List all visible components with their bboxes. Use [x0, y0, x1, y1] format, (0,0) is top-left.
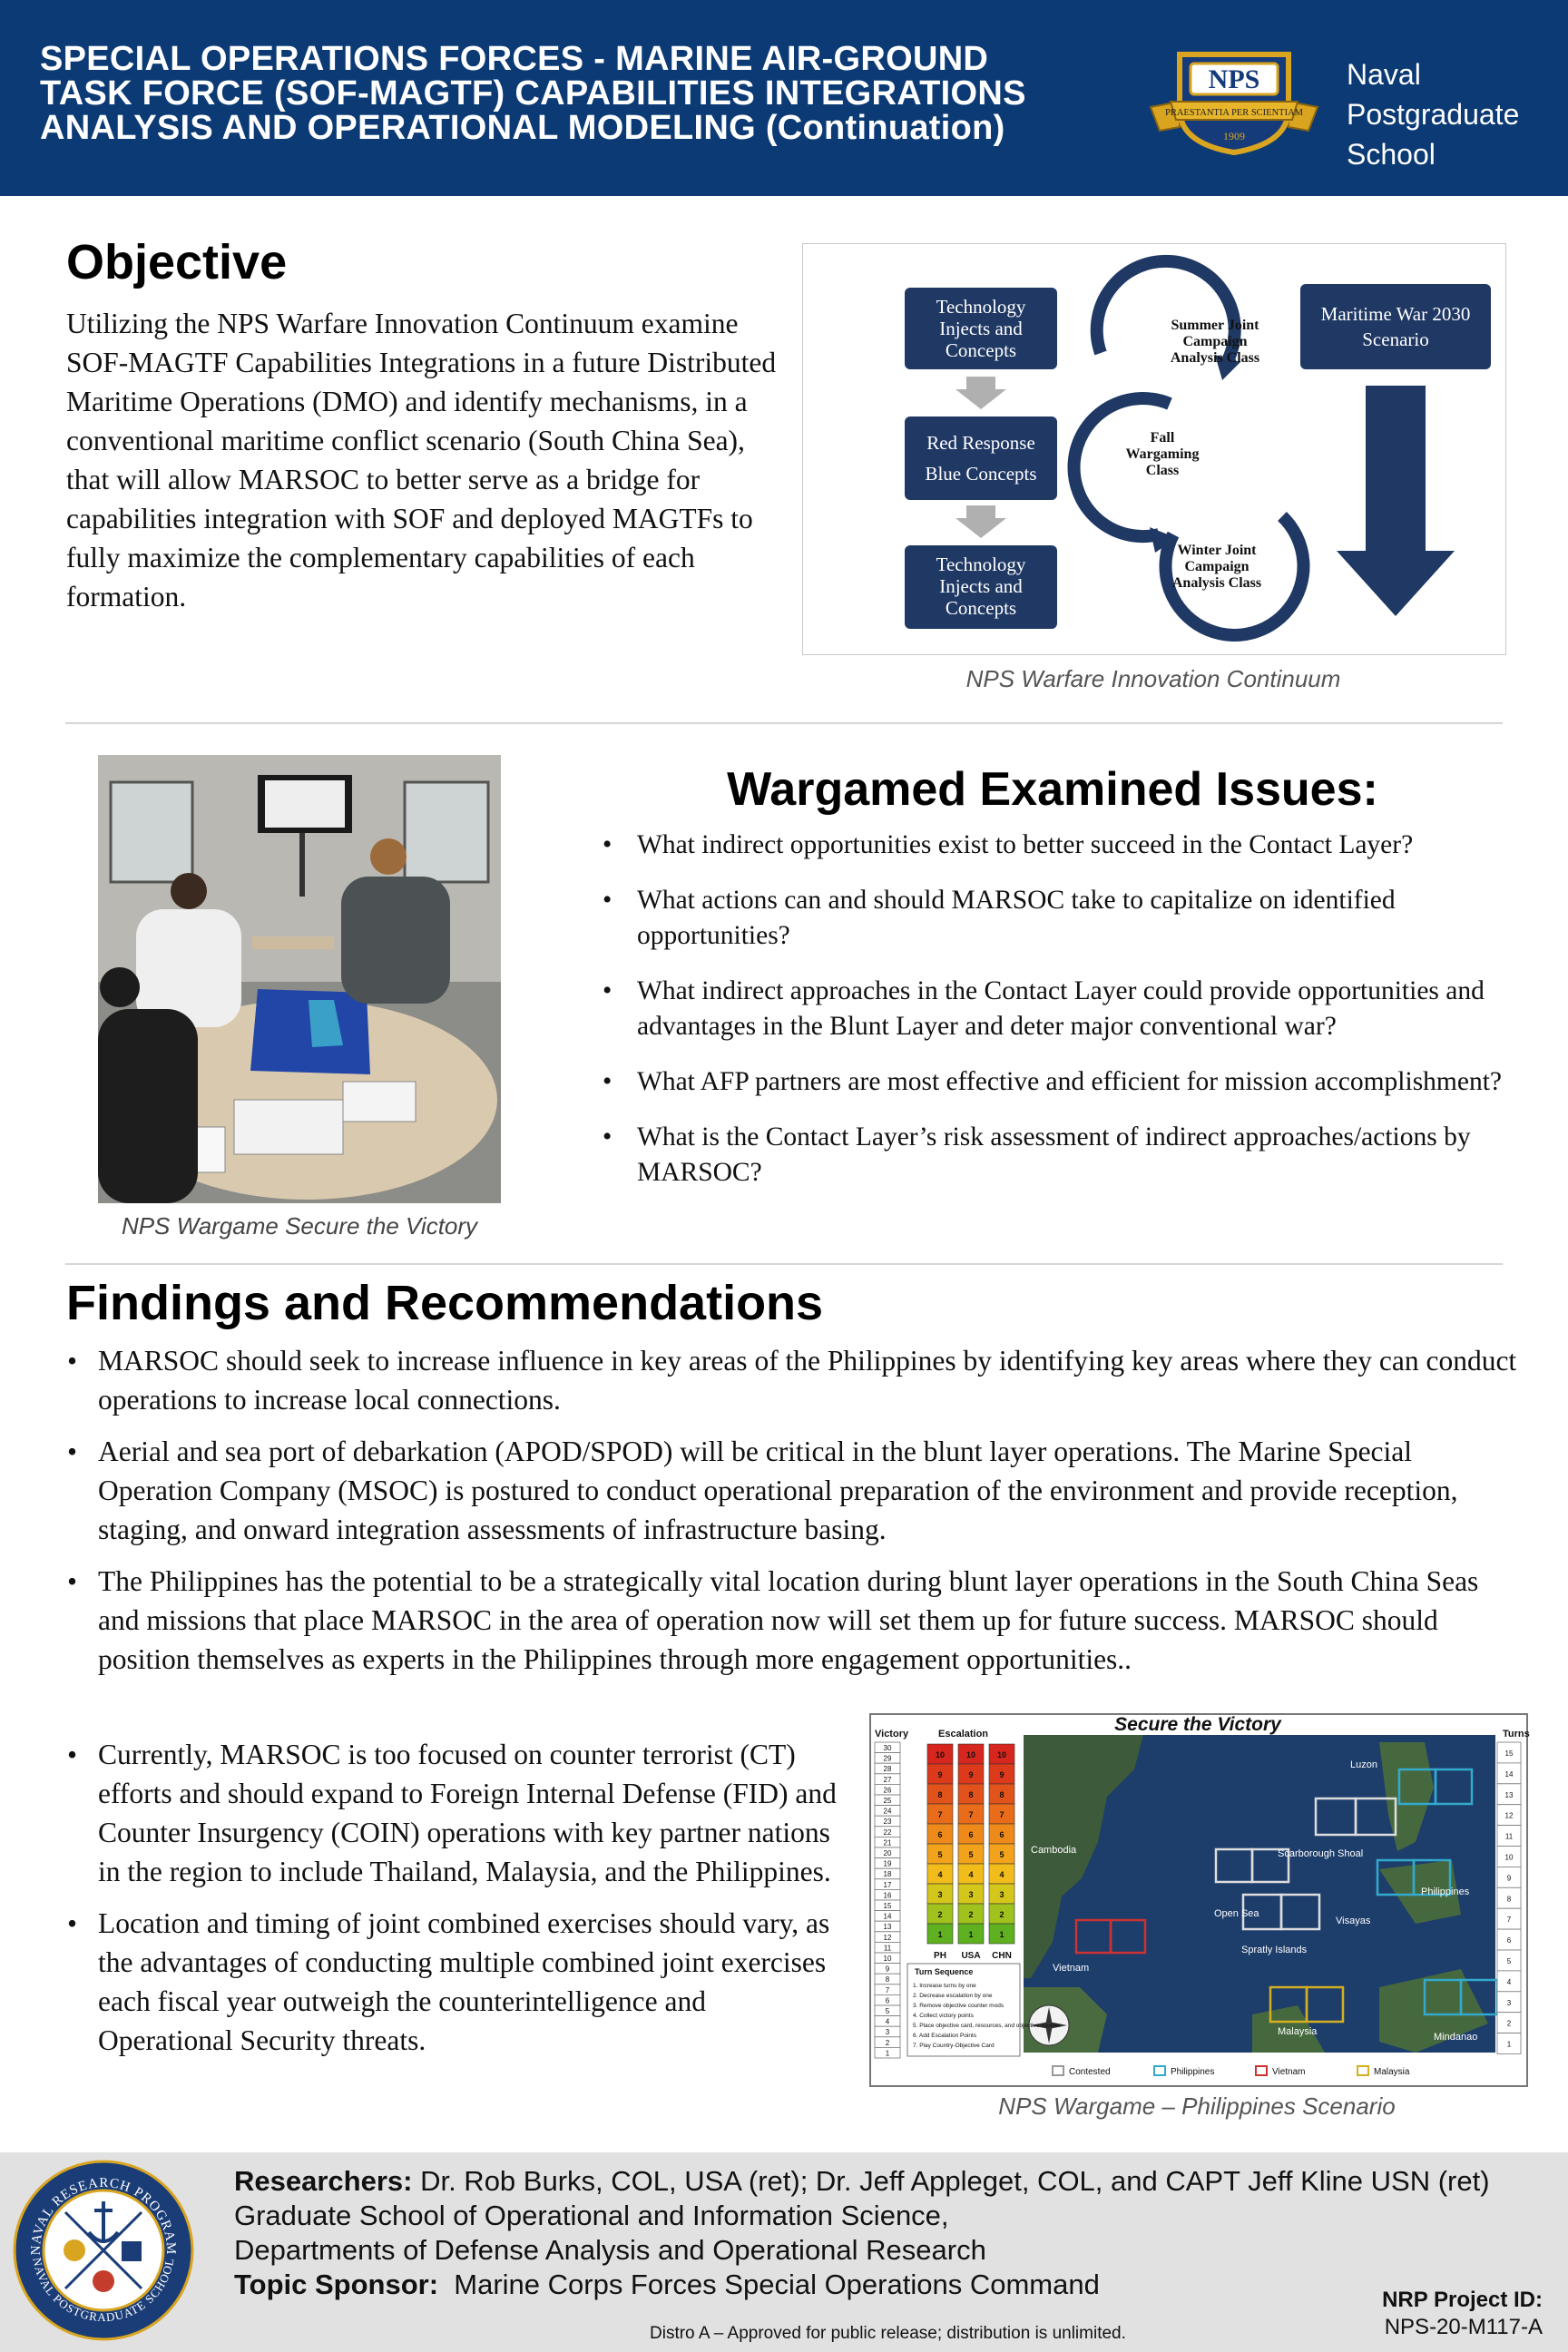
- escalation-number: 2: [968, 1910, 974, 1919]
- turn-sequence-step: 1. Increase turns by one: [913, 1983, 976, 1989]
- victory-number: 12: [883, 1933, 892, 1942]
- escalation-number: 10: [996, 1750, 1007, 1759]
- turn-number: 2: [1506, 2019, 1512, 2028]
- escalation-number: 1: [999, 1930, 1004, 1939]
- turn-number: 14: [1504, 1769, 1514, 1779]
- big-arrow-down: [1337, 386, 1455, 616]
- researchers-block: [234, 2164, 1523, 2302]
- svg-text:TechnologyInjects andConcepts: Technology Injects and Concepts: [936, 296, 1026, 361]
- victory-number: 5: [885, 2007, 890, 2015]
- researchers-label: Researchers:: [234, 2165, 413, 2197]
- naval-research-program-seal: [13, 2160, 194, 2341]
- school-name: [1347, 54, 1519, 174]
- turn-sequence-step: 4. Collect victory points: [913, 2013, 974, 2019]
- victory-number: 9: [885, 1965, 890, 1974]
- escalation-number: 2: [937, 1910, 943, 1919]
- list-item: • What indirect approaches in the Contact Layer could provide opportunities and advantages in the Blunt Layer and deter major conventional war?: [599, 974, 1517, 1044]
- box-maritime-war: [1300, 284, 1491, 369]
- list-item: • What actions can and should MARSOC take to capitalize on identified opportunities?: [599, 883, 1517, 954]
- legend-swatch: [1053, 2066, 1063, 2075]
- escalation-number: 10: [965, 1750, 976, 1759]
- turn-sequence-step: 3. Remove objective counter mods: [913, 2003, 1004, 2009]
- escalation-column-label: USA: [961, 1951, 981, 1961]
- turn-number: 8: [1506, 1895, 1512, 1904]
- svg-text:TechnologyInjects andConcepts: Technology Injects and Concepts: [936, 554, 1026, 619]
- escalation-label: Escalation: [938, 1729, 989, 1740]
- objective-text: Utilizing the NPS Warfare Innovation Continuum examine SOF-MAGTF Capabilities Integrations in a future Distributed Maritime Operations (DMO) and identify mechanisms, in a conventional maritime conflict scenario (South China Sea), that will allow MARSOC to better serve as a bridge for capabilities integration with SOF and deployed MAGTFs to fully maximize the complementary capabilities of each formation.: [66, 308, 777, 612]
- photo-caption: NPS Wargame Secure the Victory: [121, 1212, 478, 1240]
- list-item: • What is the Contact Layer’s risk assessment of indirect approaches/actions by MARSOC?: [599, 1120, 1517, 1191]
- logo-nps-text: NPS: [1208, 64, 1260, 94]
- legend-label: Vietnam: [1272, 2067, 1306, 2077]
- board-caption: NPS Wargame – Philippines Scenario: [998, 2092, 1396, 2120]
- list-item: • Location and timing of joint combined exercises should vary, as the advantages of conducting multiple combined joint exercises each fiscal year outweigh the counterintelligence and Operational Security threats.: [65, 1904, 846, 2060]
- turn-sequence-step: 2. Decrease escalation by one: [913, 1993, 993, 1999]
- turn-number: 4: [1506, 1977, 1512, 1986]
- victory-label: Victory: [875, 1729, 909, 1740]
- map-place-label: Scarborough Shoal: [1278, 1848, 1364, 1859]
- escalation-column-label: CHN: [992, 1951, 1012, 1961]
- escalation-number: 10: [935, 1750, 946, 1759]
- svg-text:Summer JointCampaignAnalysis C: Summer Joint Campaign Analysis Class: [1170, 318, 1260, 366]
- victory-number: 29: [883, 1754, 892, 1763]
- list-item: • The Philippines has the potential to be a strategically vital location during blunt layer operations in the South China Seas and missions that place MARSOC in the area of operation now will set them up for future success. MARSOC should position themselves as experts in the Philippines through more engagement opportunities..: [65, 1562, 1517, 1679]
- school-line-2: Postgraduate: [1347, 98, 1520, 131]
- map-place-label: Mindanao: [1434, 2032, 1478, 2043]
- department-line-2: Departments of Defense Analysis and Operational Research: [234, 2234, 986, 2266]
- victory-number: 2: [885, 2038, 890, 2047]
- victory-number: 30: [883, 1744, 892, 1752]
- victory-number: 18: [883, 1870, 892, 1879]
- escalation-number: 4: [999, 1870, 1004, 1879]
- turn-sequence-step: 7. Play Country-Objective Card: [913, 2043, 995, 2049]
- victory-number: 8: [885, 1975, 890, 1984]
- victory-number: 6: [885, 1996, 890, 2005]
- turn-number: 7: [1506, 1916, 1512, 1925]
- turn-number: 1: [1506, 2040, 1512, 2049]
- arrow-down-1: [956, 377, 1006, 409]
- wargamed-list: [599, 828, 1517, 1210]
- svg-text:Maritime War 2030Scenario: Maritime War 2030 Scenario: [1320, 303, 1471, 350]
- map-place-label: Open Sea: [1214, 1908, 1259, 1919]
- escalation-number: 8: [937, 1790, 943, 1799]
- victory-number: 16: [883, 1891, 892, 1900]
- list-item: • Aerial and sea port of debarkation (APOD/SPOD) will be critical in the blunt layer operations. The Marine Special Operation Company (MSOC) is postured to conduct operational preparation of the environment and provide reception, staging, and onward integration assessments of infrastructure basing.: [65, 1432, 1517, 1549]
- nrp-label: NRP Project ID:: [1382, 2288, 1543, 2312]
- escalation-number: 1: [968, 1930, 974, 1939]
- victory-number: 1: [885, 2049, 890, 2058]
- escalation-number: 7: [968, 1810, 974, 1819]
- findings-list-full: [65, 1341, 1517, 1691]
- section-divider: [65, 1263, 1503, 1265]
- turn-sequence-title: Turn Sequence: [915, 1967, 974, 1976]
- escalation-number: 9: [937, 1770, 943, 1779]
- map-place-label: Malaysia: [1278, 2026, 1318, 2037]
- researchers-line: [234, 2164, 1523, 2199]
- escalation-number: 6: [968, 1830, 974, 1839]
- escalation-number: 9: [999, 1770, 1004, 1779]
- legend-swatch: [1154, 2066, 1165, 2075]
- victory-number: 4: [885, 2017, 890, 2026]
- box-red-blue: [905, 416, 1057, 500]
- turn-number: 10: [1504, 1853, 1514, 1862]
- poster-title: [40, 42, 1111, 145]
- map-place-label: Philippines: [1421, 1886, 1470, 1897]
- victory-number: 17: [883, 1880, 892, 1889]
- svg-text:Winter JointCampaignAnalysis C: Winter Joint Campaign Analysis Class: [1171, 543, 1262, 591]
- eagle-globe-icon: [93, 2270, 114, 2292]
- department-line-1: Graduate School of Operational and Information Science,: [234, 2200, 949, 2231]
- victory-number: 10: [883, 1955, 892, 1963]
- map-place-label: Cambodia: [1031, 1845, 1077, 1856]
- nrp-id: NPS-20-M117-A: [1384, 2315, 1543, 2339]
- escalation-number: 5: [968, 1850, 974, 1859]
- escalation-column-label: PH: [934, 1951, 946, 1961]
- map-place-label: Vietnam: [1053, 1963, 1090, 1974]
- turn-number: 3: [1506, 1998, 1512, 2007]
- title-line-3: ANALYSIS AND OPERATIONAL MODELING (Continuation): [40, 109, 1005, 147]
- nps-shield-logo: [1143, 36, 1325, 154]
- victory-number: 26: [883, 1786, 892, 1795]
- map-place-label: Luzon: [1350, 1759, 1377, 1770]
- nrp-project-id: [1350, 2287, 1543, 2341]
- victory-number: 14: [883, 1912, 892, 1921]
- escalation-number: 4: [937, 1870, 943, 1879]
- sponsor-line: [234, 2268, 1523, 2302]
- svg-text:Red ResponseBlue Concepts: Red Response Blue Concepts: [925, 432, 1037, 485]
- escalation-number: 1: [937, 1930, 943, 1939]
- victory-number: 20: [883, 1849, 892, 1857]
- list-item: • What indirect opportunities exist to better succeed in the Contact Layer?: [599, 828, 1517, 863]
- escalation-number: 3: [999, 1890, 1004, 1899]
- escalation-number: 2: [999, 1910, 1004, 1919]
- map-place-label: Spratly Islands: [1241, 1945, 1308, 1955]
- turns-label: Turns: [1503, 1729, 1530, 1740]
- objective-heading: Objective: [66, 235, 288, 289]
- researchers-names: Dr. Rob Burks, COL, USA (ret); Dr. Jeff Appleget, COL, and CAPT Jeff Kline USN (ret): [412, 2165, 1490, 2197]
- logo-motto: PRAESTANTIA PER SCIENTIAM: [1164, 108, 1304, 118]
- list-item: • Currently, MARSOC is too focused on counter terrorist (CT) efforts and should expand to Foreign Internal Defense (FID) and Counter Insurgency (COIN) operations with key partner nations in the region to include Thailand, Malaysia, and the Philippines.: [65, 1735, 846, 1891]
- turn-number: 9: [1506, 1874, 1512, 1883]
- victory-number: 15: [883, 1902, 892, 1910]
- compass-rose-icon: [64, 2239, 85, 2261]
- legend-label: Philippines: [1171, 2067, 1215, 2077]
- game-board: [869, 1713, 1528, 2087]
- victory-number: 19: [883, 1859, 892, 1868]
- school-line-1: Naval: [1347, 58, 1421, 91]
- escalation-number: 5: [999, 1850, 1004, 1859]
- legend-label: Contested: [1069, 2067, 1111, 2077]
- turn-number: 15: [1504, 1749, 1514, 1758]
- escalation-number: 3: [968, 1890, 974, 1899]
- seal-text-bottom: NAVAL POSTGRADUATE SCHOOL: [30, 2256, 177, 2325]
- school-line-3: School: [1347, 138, 1436, 171]
- escalation-number: 5: [937, 1850, 943, 1859]
- victory-number: 28: [883, 1765, 892, 1774]
- escalation-number: 9: [968, 1770, 974, 1779]
- escalation-number: 3: [937, 1890, 943, 1899]
- victory-number: 25: [883, 1797, 892, 1805]
- escalation-number: 7: [999, 1810, 1004, 1819]
- distribution-statement: Distro A – Approved for public release; distribution is unlimited.: [650, 2324, 1126, 2343]
- victory-number: 13: [883, 1923, 892, 1932]
- victory-number: 7: [885, 1985, 890, 1994]
- sigma-icon: [122, 2241, 142, 2261]
- logo-year: 1909: [1223, 130, 1245, 142]
- list-item: • What AFP partners are most effective and efficient for mission accomplishment?: [599, 1064, 1517, 1100]
- victory-number: 24: [883, 1807, 892, 1816]
- wargamed-heading: Wargamed Examined Issues:: [727, 763, 1378, 816]
- escalation-number: 4: [968, 1870, 974, 1879]
- escalation-number: 8: [999, 1790, 1004, 1799]
- victory-number: 21: [883, 1838, 892, 1847]
- continuum-diagram: [802, 243, 1506, 655]
- victory-number: 27: [883, 1775, 892, 1784]
- victory-number: 23: [883, 1818, 892, 1827]
- legend-swatch: [1256, 2066, 1267, 2075]
- section-divider: [65, 722, 1503, 724]
- findings-list-narrow: [65, 1735, 846, 2073]
- findings-heading: Findings and Recommendations: [66, 1276, 824, 1330]
- legend-label: Malaysia: [1374, 2067, 1410, 2077]
- legend-swatch: [1357, 2066, 1368, 2075]
- escalation-number: 6: [937, 1830, 943, 1839]
- victory-number: 3: [885, 2028, 890, 2037]
- wargame-photo: [98, 755, 501, 1203]
- turn-number: 13: [1504, 1790, 1514, 1799]
- sponsor-name: Marine Corps Forces Special Operations Command: [438, 2269, 1100, 2300]
- escalation-number: 6: [999, 1830, 1004, 1839]
- turn-sequence-step: 5. Place objective card, resources, and objective counter: [913, 2023, 1061, 2029]
- arrow-down-2: [956, 505, 1006, 538]
- map-place-label: Visayas: [1336, 1916, 1371, 1926]
- turn-sequence-step: 6. Add Escalation Points: [913, 2033, 977, 2039]
- turn-number: 5: [1506, 1957, 1512, 1965]
- svg-text:FallWargamingClass: Fall Wargaming Class: [1125, 430, 1200, 478]
- escalation-number: 7: [937, 1810, 943, 1819]
- seal-text-top: NAVAL RESEARCH PROGRAM: [28, 2175, 179, 2256]
- title-line-1: SPECIAL OPERATIONS FORCES - MARINE AIR-GROUND: [40, 40, 989, 78]
- list-item: • MARSOC should seek to increase influence in key areas of the Philippines by identifying key areas where they can conduct operations to increase local connections.: [65, 1341, 1517, 1419]
- turn-number: 6: [1506, 1936, 1512, 1945]
- sponsor-label: Topic Sponsor:: [234, 2269, 439, 2300]
- title-line-2: TASK FORCE (SOF-MAGTF) CAPABILITIES INTEGRATIONS: [40, 74, 1026, 113]
- continuum-caption: NPS Warfare Innovation Continuum: [965, 665, 1341, 692]
- victory-number: 11: [883, 1944, 892, 1953]
- turn-number: 11: [1504, 1832, 1514, 1841]
- turn-number: 12: [1504, 1811, 1514, 1820]
- victory-number: 22: [883, 1828, 892, 1837]
- escalation-number: 8: [968, 1790, 974, 1799]
- board-title: Secure the Victory: [1114, 1714, 1281, 1735]
